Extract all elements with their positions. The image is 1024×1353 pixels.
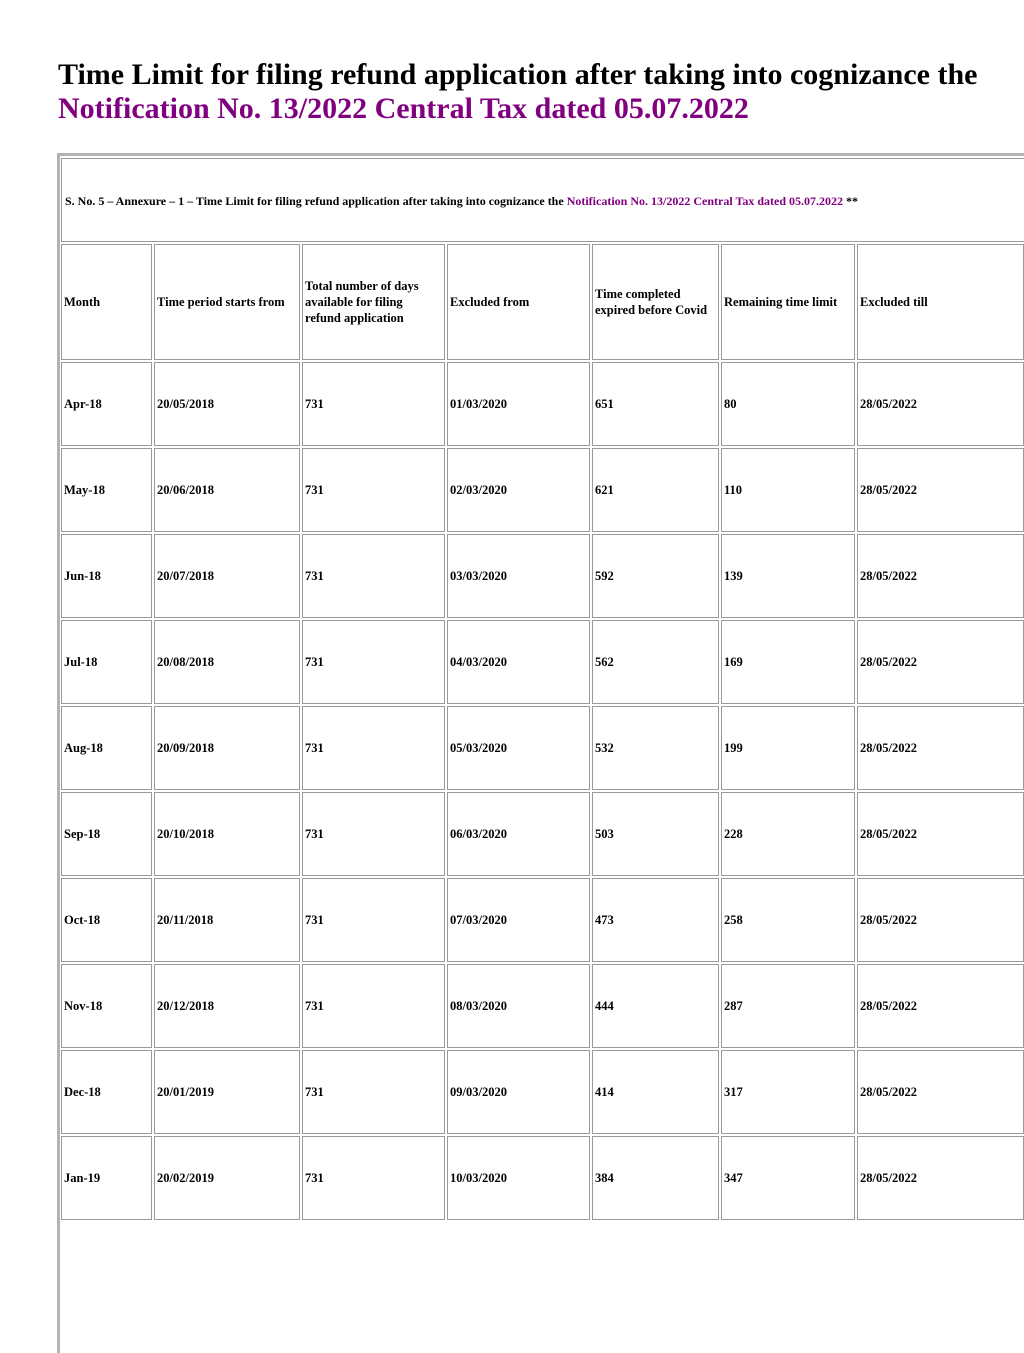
table-cell-month-text: Jan-19: [64, 1171, 101, 1185]
table-cell-total-days: [302, 792, 445, 876]
table-cell-month-text: Oct-18: [64, 913, 101, 927]
table-cell-time-period-start: [154, 448, 300, 532]
table-cell-month-text: May-18: [64, 483, 105, 497]
table-cell-time-period-start-text: 20/11/2018: [157, 913, 214, 927]
table-cell-time-completed: [592, 964, 719, 1048]
table-cell-excluded-till-text: 28/05/2022: [860, 397, 917, 411]
table-cell-total-days-text: 731: [305, 569, 324, 583]
table-cell-month-text: Nov-18: [64, 999, 103, 1013]
table-cell-excluded-till-text: 28/05/2022: [860, 569, 917, 583]
table-cell-time-period-start-text: 20/08/2018: [157, 655, 214, 669]
column-header-excluded-till-text: Excluded till: [860, 295, 928, 309]
table-cell-time-period-start-text: 20/05/2018: [157, 397, 214, 411]
table-cell-excluded-till-text: 28/05/2022: [860, 1085, 917, 1099]
table-cell-time-completed-text: 414: [595, 1085, 614, 1099]
table-cell-time-period-start: [154, 792, 300, 876]
table-cell-excluded-from-text: 01/03/2020: [450, 397, 507, 411]
table-cell-time-completed-text: 592: [595, 569, 614, 583]
table-cell-remaining-time-limit: [721, 620, 855, 704]
table-cell-excluded-till: [857, 1050, 1024, 1134]
table-cell-total-days-text: 731: [305, 655, 324, 669]
table-cell-total-days: [302, 448, 445, 532]
table-cell-excluded-from: [447, 534, 590, 618]
table-cell-total-days: [302, 1050, 445, 1134]
column-header-remaining-time-limit: [721, 244, 855, 360]
table-cell-excluded-from-text: 07/03/2020: [450, 913, 507, 927]
table-caption: [61, 158, 1024, 242]
table-cell-total-days-text: 731: [305, 827, 324, 841]
table-cell-remaining-time-limit-text: 110: [724, 483, 743, 497]
table-cell-excluded-till: [857, 878, 1024, 962]
table-cell-month: [61, 792, 152, 876]
table-cell-remaining-time-limit: [721, 878, 855, 962]
caption-notification-link[interactable]: Notification No. 13/2022 Central Tax dated 05.07.2022: [566, 194, 844, 208]
table-cell-time-completed: [592, 1050, 719, 1134]
column-header-time-period-start: [154, 244, 300, 360]
table-cell-time-completed: [592, 448, 719, 532]
table-cell-time-completed: [592, 706, 719, 790]
table-cell-time-period-start: [154, 1050, 300, 1134]
table-cell-time-period-start: [154, 362, 300, 446]
table-cell-month: [61, 448, 152, 532]
table-cell-time-period-start-text: 20/09/2018: [157, 741, 214, 755]
table-cell-month: [61, 534, 152, 618]
table-cell-total-days: [302, 362, 445, 446]
table-cell-remaining-time-limit-text: 258: [724, 913, 743, 927]
table-cell-time-period-start: [154, 534, 300, 618]
table-cell-total-days-text: 731: [305, 1085, 324, 1099]
table-cell-month: [61, 620, 152, 704]
table-cell-time-completed: [592, 878, 719, 962]
table-cell-time-period-start: [154, 1136, 300, 1220]
table-cell-excluded-till-text: 28/05/2022: [860, 913, 917, 927]
column-header-total-days-text: Total number of days available for filing refund application: [305, 279, 419, 325]
table-cell-remaining-time-limit-text: 80: [724, 397, 737, 411]
table-cell-month: [61, 1050, 152, 1134]
table-cell-time-completed-text: 651: [595, 397, 614, 411]
table-cell-total-days: [302, 964, 445, 1048]
table-cell-month-text: Jun-18: [64, 569, 101, 583]
table-cell-excluded-from-text: 06/03/2020: [450, 827, 507, 841]
table-cell-remaining-time-limit-text: 169: [724, 655, 743, 669]
table-cell-month-text: Apr-18: [64, 397, 102, 411]
table-cell-time-completed-text: 621: [595, 483, 614, 497]
table-cell-excluded-till-text: 28/05/2022: [860, 655, 917, 669]
table-cell-total-days-text: 731: [305, 1171, 324, 1185]
column-header-time-completed: [592, 244, 719, 360]
column-header-excluded-from-text: Excluded from: [450, 295, 530, 309]
table-cell-remaining-time-limit-text: 347: [724, 1171, 743, 1185]
table-cell-excluded-from: [447, 362, 590, 446]
table-cell-excluded-till-text: 28/05/2022: [860, 483, 917, 497]
table-cell-excluded-from: [447, 448, 590, 532]
column-header-excluded-from: [447, 244, 590, 360]
table-cell-time-period-start-text: 20/02/2019: [157, 1171, 214, 1185]
table-cell-month: [61, 878, 152, 962]
table-cell-remaining-time-limit: [721, 964, 855, 1048]
table-cell-time-period-start-text: 20/07/2018: [157, 569, 214, 583]
table-cell-time-completed: [592, 620, 719, 704]
table-cell-excluded-from: [447, 1050, 590, 1134]
column-header-month-text: Month: [64, 295, 101, 309]
table-cell-total-days: [302, 620, 445, 704]
table-cell-time-period-start-text: 20/06/2018: [157, 483, 214, 497]
table-cell-remaining-time-limit: [721, 448, 855, 532]
table-cell-month-text: Dec-18: [64, 1085, 101, 1099]
table-cell-remaining-time-limit: [721, 792, 855, 876]
table-cell-excluded-from: [447, 620, 590, 704]
table-cell-excluded-from: [447, 1136, 590, 1220]
table-cell-time-completed: [592, 362, 719, 446]
table-cell-time-completed-text: 562: [595, 655, 614, 669]
table-cell-time-period-start-text: 20/10/2018: [157, 827, 214, 841]
table-cell-excluded-till: [857, 534, 1024, 618]
table-cell-time-period-start: [154, 964, 300, 1048]
table-cell-excluded-till-text: 28/05/2022: [860, 827, 917, 841]
table-cell-excluded-till-text: 28/05/2022: [860, 741, 917, 755]
table-cell-excluded-till: [857, 964, 1024, 1048]
column-header-excluded-till: [857, 244, 1024, 360]
table-cell-time-completed: [592, 1136, 719, 1220]
table-cell-time-completed: [592, 534, 719, 618]
table-cell-excluded-from-text: 02/03/2020: [450, 483, 507, 497]
table-cell-remaining-time-limit: [721, 362, 855, 446]
table-cell-total-days: [302, 534, 445, 618]
table-cell-excluded-from-text: 08/03/2020: [450, 999, 507, 1013]
table-cell-total-days-text: 731: [305, 999, 324, 1013]
table-cell-remaining-time-limit: [721, 706, 855, 790]
table-cell-total-days-text: 731: [305, 741, 324, 755]
table-cell-remaining-time-limit-text: 287: [724, 999, 743, 1013]
table-cell-excluded-till: [857, 706, 1024, 790]
table-cell-excluded-from-text: 03/03/2020: [450, 569, 507, 583]
table-cell-total-days-text: 731: [305, 397, 324, 411]
table-cell-time-completed-text: 384: [595, 1171, 614, 1185]
table-cell-excluded-from: [447, 706, 590, 790]
table-cell-excluded-from-text: 05/03/2020: [450, 741, 507, 755]
table-cell-month-text: Aug-18: [64, 741, 103, 755]
table-cell-time-period-start-text: 20/01/2019: [157, 1085, 214, 1099]
table-cell-excluded-from: [447, 792, 590, 876]
table-cell-time-period-start-text: 20/12/2018: [157, 999, 214, 1013]
table-cell-month: [61, 964, 152, 1048]
caption-prefix: S. No. 5 – Annexure – 1 – Time Limit for filing refund application after taking into cognizance the: [65, 194, 564, 208]
table-cell-time-period-start: [154, 620, 300, 704]
column-header-month: [61, 244, 152, 360]
table-cell-remaining-time-limit-text: 317: [724, 1085, 743, 1099]
table-cell-excluded-from-text: 09/03/2020: [450, 1085, 507, 1099]
page-title-text: Time Limit for filing refund application after taking into cognizance the: [58, 58, 978, 91]
table-cell-excluded-till: [857, 792, 1024, 876]
table-cell-remaining-time-limit-text: 228: [724, 827, 743, 841]
table-cell-remaining-time-limit: [721, 1050, 855, 1134]
table-cell-month: [61, 706, 152, 790]
table-cell-month: [61, 1136, 152, 1220]
table-cell-time-period-start: [154, 878, 300, 962]
page-title: [58, 58, 1008, 126]
table-cell-time-completed-text: 532: [595, 741, 614, 755]
column-header-time-period-start-text: Time period starts from: [157, 295, 285, 309]
table-cell-total-days-text: 731: [305, 913, 324, 927]
column-header-remaining-time-limit-text: Remaining time limit: [724, 295, 838, 309]
table-cell-time-completed-text: 473: [595, 913, 614, 927]
table-cell-excluded-till: [857, 362, 1024, 446]
table-cell-excluded-till: [857, 1136, 1024, 1220]
column-header-time-completed-text: Time completed expired before Covid: [595, 287, 708, 317]
table-cell-total-days: [302, 878, 445, 962]
table-cell-remaining-time-limit-text: 199: [724, 741, 743, 755]
table-cell-month-text: Sep-18: [64, 827, 101, 841]
notification-link[interactable]: Notification No. 13/2022 Central Tax dated 05.07.2022: [58, 92, 749, 125]
table-cell-time-period-start: [154, 706, 300, 790]
table-cell-total-days-text: 731: [305, 483, 324, 497]
table-cell-month: [61, 362, 152, 446]
table-cell-remaining-time-limit: [721, 534, 855, 618]
table-cell-excluded-from: [447, 878, 590, 962]
caption-suffix: **: [846, 194, 859, 208]
table-cell-excluded-till-text: 28/05/2022: [860, 1171, 917, 1185]
table-cell-excluded-from-text: 10/03/2020: [450, 1171, 507, 1185]
column-header-total-days: [302, 244, 445, 360]
table-cell-time-completed-text: 503: [595, 827, 614, 841]
table-cell-remaining-time-limit-text: 139: [724, 569, 743, 583]
table-cell-excluded-till: [857, 448, 1024, 532]
table-cell-excluded-from-text: 04/03/2020: [450, 655, 507, 669]
table-cell-month-text: Jul-18: [64, 655, 98, 669]
table-cell-time-completed-text: 444: [595, 999, 614, 1013]
table-cell-total-days: [302, 1136, 445, 1220]
table-cell-remaining-time-limit: [721, 1136, 855, 1220]
table-cell-excluded-from: [447, 964, 590, 1048]
caption-text: [65, 194, 858, 209]
table-cell-total-days: [302, 706, 445, 790]
table-cell-time-completed: [592, 792, 719, 876]
table-cell-excluded-till: [857, 620, 1024, 704]
table-cell-excluded-till-text: 28/05/2022: [860, 999, 917, 1013]
